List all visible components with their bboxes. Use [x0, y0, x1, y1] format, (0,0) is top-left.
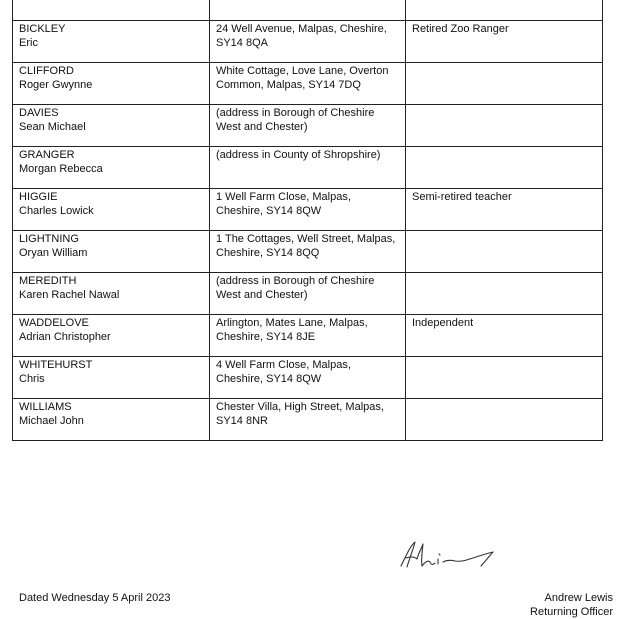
table-row — [13, 189, 603, 231]
candidate-description-cell — [406, 0, 603, 21]
candidate-address: White Cottage, Love Lane, Overton Common, Malpas, SY14 7DQ — [216, 65, 399, 92]
table-row — [13, 147, 603, 189]
candidate-forenames: Roger Gwynne — [19, 79, 203, 93]
table-row — [13, 315, 603, 357]
candidate-address-cell — [210, 21, 406, 63]
candidate-description-cell — [406, 147, 603, 189]
candidate-description-cell — [406, 273, 603, 315]
candidate-surname: DAVIES — [19, 107, 203, 121]
table-row — [13, 105, 603, 147]
candidate-address: 24 Well Avenue, Malpas, Cheshire, SY14 8QA — [216, 23, 399, 50]
dated-text: Dated Wednesday 5 April 2023 — [19, 592, 170, 604]
candidate-description-cell — [406, 105, 603, 147]
table-row — [13, 357, 603, 399]
candidate-address-cell — [210, 0, 406, 21]
candidate-name-cell — [13, 399, 210, 441]
table-row — [13, 399, 603, 441]
candidate-name-cell — [13, 147, 210, 189]
returning-officer-block — [530, 592, 613, 619]
candidate-address-cell — [210, 315, 406, 357]
candidate-surname: GRANGER — [19, 149, 203, 163]
candidate-address: Chester Villa, High Street, Malpas, SY14 8NR — [216, 401, 399, 428]
candidate-address-cell — [210, 231, 406, 273]
candidate-address-cell — [210, 189, 406, 231]
candidate-address-cell — [210, 147, 406, 189]
candidate-forenames: Chris — [19, 373, 203, 387]
candidate-name-cell — [13, 21, 210, 63]
candidate-address: Arlington, Mates Lane, Malpas, Cheshire, SY14 8JE — [216, 317, 399, 344]
candidate-address-cell — [210, 399, 406, 441]
candidate-forenames: Oryan William — [19, 247, 203, 261]
signature — [395, 538, 500, 572]
candidate-address-cell — [210, 63, 406, 105]
candidate-surname: LIGHTNING — [19, 233, 203, 247]
candidate-description-cell — [406, 21, 603, 63]
candidate-description-cell — [406, 399, 603, 441]
candidates-table — [12, 0, 603, 441]
candidate-address: 1 Well Farm Close, Malpas, Cheshire, SY14 8QW — [216, 191, 399, 218]
candidate-name-cell — [13, 189, 210, 231]
candidate-address: (address in County of Shropshire) — [216, 149, 399, 163]
table-row — [13, 231, 603, 273]
candidate-description-cell — [406, 231, 603, 273]
candidate-forenames: Morgan Rebecca — [19, 163, 203, 177]
candidate-surname: HIGGIE — [19, 191, 203, 205]
candidate-description: Semi-retired teacher — [412, 191, 596, 205]
officer-title: Returning Officer — [530, 606, 613, 619]
candidate-description-cell — [406, 63, 603, 105]
candidate-surname: CLIFFORD — [19, 65, 203, 79]
candidate-name-cell — [13, 231, 210, 273]
officer-name: Andrew Lewis — [530, 592, 613, 606]
candidate-address-cell — [210, 105, 406, 147]
candidate-address: (address in Borough of Cheshire West and Chester) — [216, 275, 399, 302]
candidate-forenames: Michael John — [19, 415, 203, 429]
candidate-surname: WILLIAMS — [19, 401, 203, 415]
table-row — [13, 63, 603, 105]
candidate-name-cell — [13, 357, 210, 399]
candidate-surname: MEREDITH — [19, 275, 203, 289]
candidate-surname: BICKLEY — [19, 23, 203, 37]
candidate-address-cell — [210, 357, 406, 399]
candidates-table-body — [13, 0, 603, 441]
candidate-address: 4 Well Farm Close, Malpas, Cheshire, SY14 8QW — [216, 359, 399, 386]
candidate-description-cell — [406, 189, 603, 231]
candidate-name-cell — [13, 63, 210, 105]
candidate-address-cell — [210, 273, 406, 315]
candidate-forenames: Sean Michael — [19, 121, 203, 135]
candidate-forenames: Adrian Christopher — [19, 331, 203, 345]
candidate-name-cell — [13, 0, 210, 21]
candidate-surname: WADDELOVE — [19, 317, 203, 331]
candidate-description-cell — [406, 357, 603, 399]
table-row — [13, 21, 603, 63]
candidate-name-cell — [13, 105, 210, 147]
candidate-description-cell — [406, 315, 603, 357]
candidate-address: 1 The Cottages, Well Street, Malpas, Cheshire, SY14 8QQ — [216, 233, 399, 260]
table-row — [13, 0, 603, 21]
candidate-name-cell — [13, 315, 210, 357]
candidate-description: Independent — [412, 317, 596, 331]
candidate-name-cell — [13, 273, 210, 315]
candidate-forenames: Karen Rachel Nawal — [19, 289, 203, 303]
candidate-forenames: Eric — [19, 37, 203, 51]
table-row — [13, 273, 603, 315]
candidate-forenames: Charles Lowick — [19, 205, 203, 219]
candidate-surname: WHITEHURST — [19, 359, 203, 373]
candidate-description: Retired Zoo Ranger — [412, 23, 596, 37]
candidate-address: (address in Borough of Cheshire West and Chester) — [216, 107, 399, 134]
